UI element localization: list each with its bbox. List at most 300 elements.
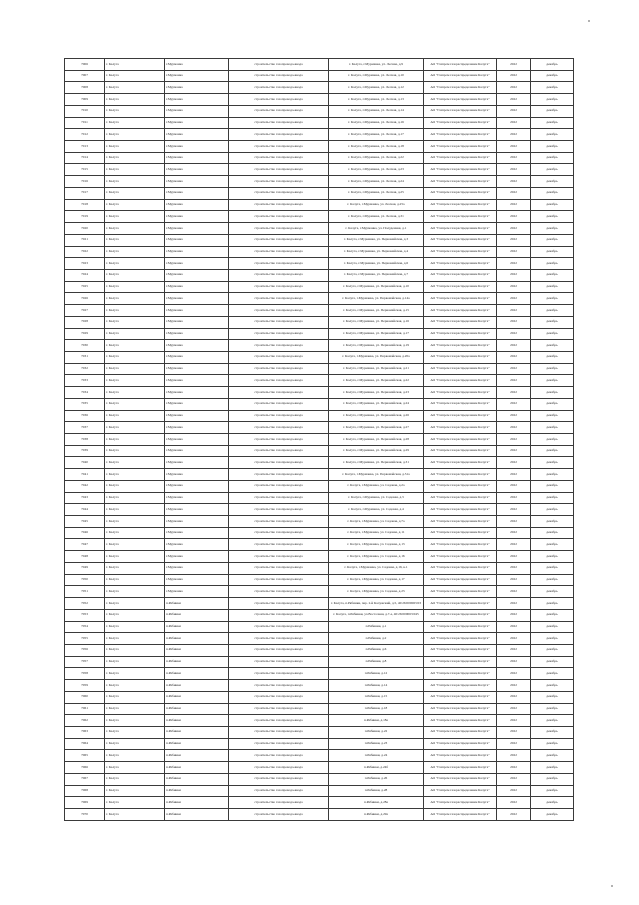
settlement-cell: г.Мурманка: [165, 187, 229, 199]
row-number-cell: 7063: [65, 726, 105, 738]
table-row: [65, 621, 574, 633]
organization-cell: АО "Газпром газораспределение Калуга": [424, 586, 497, 598]
address-cell: г. Калуга, г.Мурманка, ул. Садовая, д.23: [329, 586, 424, 598]
address-cell: п.Рябинки, д.14: [329, 680, 424, 692]
address-cell: г. Калуга, г.Мурманка, ул. Первомайская, д.16: [329, 316, 424, 328]
row-number-cell: 7034: [65, 387, 105, 399]
row-number-cell: 7020: [65, 223, 105, 235]
city-cell: г. Калуга: [105, 621, 165, 633]
organization-cell: АО "Газпром газораспределение Калуга": [424, 422, 497, 434]
work-type-cell: строительство газопровода-ввода: [229, 316, 329, 328]
month-cell: декабрь: [531, 258, 574, 270]
row-number-cell: 7067: [65, 773, 105, 785]
month-cell: декабрь: [531, 223, 574, 235]
address-cell: г. Калуга, г.Мурманка, ул. Лесная, д.17: [329, 129, 424, 141]
city-cell: г. Калуга: [105, 691, 165, 703]
month-cell: декабрь: [531, 726, 574, 738]
address-cell: п.Рябинки, д.28: [329, 785, 424, 797]
address-cell: г. Калуга, г.Мурманка, ул. Лесная, д.13: [329, 94, 424, 106]
city-cell: г. Калуга: [105, 668, 165, 680]
year-cell: 2022: [497, 609, 531, 621]
gas-connection-table: [64, 58, 574, 821]
settlement-cell: г.Мурманка: [165, 258, 229, 270]
organization-cell: АО "Газпром газораспределение Калуга": [424, 117, 497, 129]
year-cell: 2022: [497, 176, 531, 188]
work-type-cell: строительство газопровода-ввода: [229, 269, 329, 281]
year-cell: 2022: [497, 668, 531, 680]
settlement-cell: г.Мурманка: [165, 199, 229, 211]
settlement-cell: п.Рябинки: [165, 680, 229, 692]
address-cell: г. Калуга, г.Мурманка, ул. Садовая, д.13: [329, 539, 424, 551]
work-type-cell: строительство газопровода-ввода: [229, 691, 329, 703]
month-cell: декабрь: [531, 586, 574, 598]
month-cell: декабрь: [531, 164, 574, 176]
city-cell: г. Калуга: [105, 187, 165, 199]
month-cell: декабрь: [531, 211, 574, 223]
address-cell: п.Рябинки, д.18: [329, 703, 424, 715]
year-cell: 2022: [497, 785, 531, 797]
row-number-cell: 7047: [65, 539, 105, 551]
work-type-cell: строительство газопровода-ввода: [229, 504, 329, 516]
year-cell: 2022: [497, 633, 531, 645]
year-cell: 2022: [497, 152, 531, 164]
settlement-cell: п.Рябинки: [165, 656, 229, 668]
organization-cell: АО "Газпром газораспределение Калуга": [424, 480, 497, 492]
organization-cell: АО "Газпром газораспределение Калуга": [424, 129, 497, 141]
row-number-cell: 7030: [65, 340, 105, 352]
city-cell: г. Калуга: [105, 480, 165, 492]
work-type-cell: строительство газопровода-ввода: [229, 281, 329, 293]
table-row: [65, 633, 574, 645]
month-cell: декабрь: [531, 410, 574, 422]
year-cell: 2022: [497, 316, 531, 328]
row-number-cell: 7009: [65, 94, 105, 106]
row-number-cell: 7059: [65, 680, 105, 692]
row-number-cell: 7044: [65, 504, 105, 516]
address-cell: г. Калуга, г.Мурманка, ул. Первомайская, д.3: [329, 234, 424, 246]
month-cell: декабрь: [531, 281, 574, 293]
address-cell: г. Калуга, г.Мурманка, ул. Первомайская, д.21: [329, 363, 424, 375]
address-cell: п.Рябинки, д.18а: [329, 715, 424, 727]
city-cell: г. Калуга: [105, 527, 165, 539]
work-type-cell: строительство газопровода-ввода: [229, 738, 329, 750]
month-cell: декабрь: [531, 234, 574, 246]
work-type-cell: строительство газопровода-ввода: [229, 94, 329, 106]
year-cell: 2022: [497, 117, 531, 129]
organization-cell: АО "Газпром газораспределение Калуга": [424, 398, 497, 410]
address-cell: г. Калуга, г.Мурманка, ул. Садовая, д.16, к.1: [329, 562, 424, 574]
row-number-cell: 7012: [65, 129, 105, 141]
city-cell: г. Калуга: [105, 750, 165, 762]
month-cell: декабрь: [531, 809, 574, 821]
work-type-cell: строительство газопровода-ввода: [229, 422, 329, 434]
address-cell: г. Калуга, п.Рябинки, пер. 2-й Калужский, д.5, 40:26:000063:03: [329, 598, 424, 610]
city-cell: г. Калуга: [105, 258, 165, 270]
work-type-cell: строительство газопровода-ввода: [229, 152, 329, 164]
table-row: [65, 258, 574, 270]
table-row: [65, 785, 574, 797]
work-type-cell: строительство газопровода-ввода: [229, 387, 329, 399]
settlement-cell: г.Мурманка: [165, 504, 229, 516]
organization-cell: АО "Газпром газораспределение Калуга": [424, 351, 497, 363]
work-type-cell: строительство газопровода-ввода: [229, 574, 329, 586]
organization-cell: АО "Газпром газораспределение Калуга": [424, 387, 497, 399]
organization-cell: АО "Газпром газораспределение Калуга": [424, 82, 497, 94]
row-number-cell: 7057: [65, 656, 105, 668]
work-type-cell: строительство газопровода-ввода: [229, 551, 329, 563]
work-type-cell: строительство газопровода-ввода: [229, 445, 329, 457]
address-cell: п.Рябинки, д.28а: [329, 797, 424, 809]
table-row: [65, 281, 574, 293]
month-cell: декабрь: [531, 750, 574, 762]
city-cell: г. Калуга: [105, 398, 165, 410]
year-cell: 2022: [497, 246, 531, 258]
row-number-cell: 7056: [65, 644, 105, 656]
address-cell: г. Калуга, г.Мурманка, ул. Первомайская, д.22: [329, 375, 424, 387]
table-row: [65, 328, 574, 340]
row-number-cell: 7060: [65, 691, 105, 703]
city-cell: г. Калуга: [105, 574, 165, 586]
settlement-cell: п.Рябинки: [165, 633, 229, 645]
city-cell: г. Калуга: [105, 562, 165, 574]
year-cell: 2022: [497, 738, 531, 750]
month-cell: декабрь: [531, 434, 574, 446]
address-cell: г. Калуга, г.Мурманка, ул. Садовая, д.16: [329, 551, 424, 563]
settlement-cell: г.Мурманка: [165, 363, 229, 375]
address-cell: г. Калуга, г.Мурманка, ул. Лесная, д.10: [329, 70, 424, 82]
row-number-cell: 7053: [65, 609, 105, 621]
organization-cell: АО "Газпром газораспределение Калуга": [424, 656, 497, 668]
month-cell: декабрь: [531, 644, 574, 656]
settlement-cell: г.Мурманка: [165, 305, 229, 317]
scan-speck: [611, 885, 613, 887]
city-cell: г. Калуга: [105, 269, 165, 281]
organization-cell: АО "Газпром газораспределение Калуга": [424, 680, 497, 692]
month-cell: декабрь: [531, 598, 574, 610]
address-cell: г. Калуга, г.Мурманка, ул. Садовая, д.4: [329, 504, 424, 516]
settlement-cell: г.Мурманка: [165, 82, 229, 94]
work-type-cell: строительство газопровода-ввода: [229, 621, 329, 633]
year-cell: 2022: [497, 726, 531, 738]
city-cell: г. Калуга: [105, 656, 165, 668]
year-cell: 2022: [497, 516, 531, 528]
address-cell: п.Рябинки, д.6: [329, 644, 424, 656]
city-cell: г. Калуга: [105, 598, 165, 610]
row-number-cell: 7023: [65, 258, 105, 270]
city-cell: г. Калуга: [105, 176, 165, 188]
city-cell: г. Калуга: [105, 457, 165, 469]
settlement-cell: г.Мурманка: [165, 94, 229, 106]
month-cell: декабрь: [531, 633, 574, 645]
work-type-cell: строительство газопровода-ввода: [229, 211, 329, 223]
work-type-cell: строительство газопровода-ввода: [229, 773, 329, 785]
city-cell: г. Калуга: [105, 164, 165, 176]
work-type-cell: строительство газопровода-ввода: [229, 105, 329, 117]
settlement-cell: г.Мурманка: [165, 375, 229, 387]
month-cell: декабрь: [531, 797, 574, 809]
address-cell: г. Калуга, г.Мурманка, ул. Первомайская, д.4: [329, 246, 424, 258]
work-type-cell: строительство газопровода-ввода: [229, 562, 329, 574]
work-type-cell: строительство газопровода-ввода: [229, 809, 329, 821]
work-type-cell: строительство газопровода-ввода: [229, 70, 329, 82]
row-number-cell: 7046: [65, 527, 105, 539]
year-cell: 2022: [497, 340, 531, 352]
row-number-cell: 7036: [65, 410, 105, 422]
month-cell: декабрь: [531, 621, 574, 633]
year-cell: 2022: [497, 457, 531, 469]
year-cell: 2022: [497, 187, 531, 199]
settlement-cell: г.Мурманка: [165, 551, 229, 563]
settlement-cell: г.Мурманка: [165, 410, 229, 422]
row-number-cell: 7019: [65, 211, 105, 223]
address-cell: п.Рябинки, д.24: [329, 750, 424, 762]
address-cell: п.Рябинки, д.12: [329, 668, 424, 680]
row-number-cell: 7008: [65, 82, 105, 94]
city-cell: г. Калуга: [105, 234, 165, 246]
address-cell: г. Калуга, г.Мурманка, ул. Лесная, д.25а: [329, 199, 424, 211]
address-cell: г. Калуга, г.Мурманка, ул. Лесная, д.31: [329, 211, 424, 223]
row-number-cell: 7050: [65, 574, 105, 586]
year-cell: 2022: [497, 703, 531, 715]
row-number-cell: 7006: [65, 59, 105, 71]
table-row: [65, 211, 574, 223]
month-cell: декабрь: [531, 492, 574, 504]
settlement-cell: г.Мурманка: [165, 152, 229, 164]
year-cell: 2022: [497, 375, 531, 387]
settlement-cell: г.Мурманка: [165, 164, 229, 176]
month-cell: декабрь: [531, 574, 574, 586]
month-cell: декабрь: [531, 445, 574, 457]
address-cell: г. Калуга, г.Мурманка, ул. Первомайская, д.28: [329, 434, 424, 446]
year-cell: 2022: [497, 691, 531, 703]
settlement-cell: г.Мурманка: [165, 105, 229, 117]
organization-cell: АО "Газпром газораспределение Калуга": [424, 726, 497, 738]
year-cell: 2022: [497, 492, 531, 504]
year-cell: 2022: [497, 539, 531, 551]
month-cell: декабрь: [531, 457, 574, 469]
work-type-cell: строительство газопровода-ввода: [229, 644, 329, 656]
table-row: [65, 680, 574, 692]
table-row: [65, 269, 574, 281]
year-cell: 2022: [497, 621, 531, 633]
settlement-cell: г.Мурманка: [165, 457, 229, 469]
month-cell: декабрь: [531, 340, 574, 352]
table-row: [65, 363, 574, 375]
table-row: [65, 375, 574, 387]
address-cell: г. Калуга, г.Мурманка, ул. Садовая, д.2а: [329, 480, 424, 492]
city-cell: г. Калуга: [105, 305, 165, 317]
table-row: [65, 141, 574, 153]
settlement-cell: п.Рябинки: [165, 785, 229, 797]
year-cell: 2022: [497, 750, 531, 762]
row-number-cell: 7033: [65, 375, 105, 387]
table-row: [65, 223, 574, 235]
month-cell: декабрь: [531, 422, 574, 434]
organization-cell: АО "Газпром газораспределение Калуга": [424, 105, 497, 117]
month-cell: декабрь: [531, 82, 574, 94]
settlement-cell: г.Мурманка: [165, 59, 229, 71]
settlement-cell: г.Мурманка: [165, 445, 229, 457]
settlement-cell: п.Рябинки: [165, 726, 229, 738]
year-cell: 2022: [497, 59, 531, 71]
settlement-cell: г.Мурманка: [165, 398, 229, 410]
settlement-cell: г.Мурманка: [165, 176, 229, 188]
settlement-cell: г.Мурманка: [165, 269, 229, 281]
table-row: [65, 351, 574, 363]
row-number-cell: 7018: [65, 199, 105, 211]
table-row: [65, 656, 574, 668]
year-cell: 2022: [497, 504, 531, 516]
table-row: [65, 152, 574, 164]
year-cell: 2022: [497, 762, 531, 774]
table-row: [65, 422, 574, 434]
city-cell: г. Калуга: [105, 434, 165, 446]
month-cell: декабрь: [531, 141, 574, 153]
row-number-cell: 7026: [65, 293, 105, 305]
organization-cell: АО "Газпром газораспределение Калуга": [424, 94, 497, 106]
year-cell: 2022: [497, 586, 531, 598]
table-row: [65, 316, 574, 328]
row-number-cell: 7055: [65, 633, 105, 645]
city-cell: г. Калуга: [105, 199, 165, 211]
work-type-cell: строительство газопровода-ввода: [229, 492, 329, 504]
settlement-cell: г.Мурманка: [165, 70, 229, 82]
organization-cell: АО "Газпром газораспределение Калуга": [424, 797, 497, 809]
table-row: [65, 117, 574, 129]
work-type-cell: строительство газопровода-ввода: [229, 516, 329, 528]
work-type-cell: строительство газопровода-ввода: [229, 539, 329, 551]
city-cell: г. Калуга: [105, 586, 165, 598]
address-cell: г. Калуга, г.Мурманка, ул. Лесная, д.12: [329, 82, 424, 94]
organization-cell: АО "Газпром газораспределение Калуга": [424, 258, 497, 270]
table-row: [65, 738, 574, 750]
table-row: [65, 703, 574, 715]
year-cell: 2022: [497, 656, 531, 668]
row-number-cell: 7025: [65, 281, 105, 293]
work-type-cell: строительство газопровода-ввода: [229, 258, 329, 270]
row-number-cell: 7041: [65, 469, 105, 481]
address-cell: г. Калуга, г.Мурманка, ул. Лесная, д.24: [329, 176, 424, 188]
settlement-cell: г.Мурманка: [165, 516, 229, 528]
settlement-cell: г.Мурманка: [165, 328, 229, 340]
organization-cell: АО "Газпром газораспределение Калуга": [424, 633, 497, 645]
work-type-cell: строительство газопровода-ввода: [229, 340, 329, 352]
work-type-cell: строительство газопровода-ввода: [229, 246, 329, 258]
table-row: [65, 715, 574, 727]
month-cell: декабрь: [531, 70, 574, 82]
work-type-cell: строительство газопровода-ввода: [229, 668, 329, 680]
work-type-cell: строительство газопровода-ввода: [229, 797, 329, 809]
city-cell: г. Калуга: [105, 445, 165, 457]
settlement-cell: г.Мурманка: [165, 562, 229, 574]
year-cell: 2022: [497, 223, 531, 235]
month-cell: декабрь: [531, 738, 574, 750]
row-number-cell: 7013: [65, 141, 105, 153]
work-type-cell: строительство газопровода-ввода: [229, 176, 329, 188]
city-cell: г. Калуга: [105, 516, 165, 528]
city-cell: г. Калуга: [105, 738, 165, 750]
row-number-cell: 7065: [65, 750, 105, 762]
year-cell: 2022: [497, 105, 531, 117]
table-row: [65, 70, 574, 82]
table-row: [65, 164, 574, 176]
month-cell: декабрь: [531, 668, 574, 680]
row-number-cell: 7035: [65, 398, 105, 410]
row-number-cell: 7016: [65, 176, 105, 188]
table-row: [65, 574, 574, 586]
address-cell: г. Калуга, г.Мурманка, ул. Первомайская, д.6: [329, 258, 424, 270]
work-type-cell: строительство газопровода-ввода: [229, 305, 329, 317]
settlement-cell: г.Мурманка: [165, 527, 229, 539]
year-cell: 2022: [497, 199, 531, 211]
row-number-cell: 7040: [65, 457, 105, 469]
city-cell: г. Калуга: [105, 152, 165, 164]
row-number-cell: 7061: [65, 703, 105, 715]
work-type-cell: строительство газопровода-ввода: [229, 762, 329, 774]
year-cell: 2022: [497, 551, 531, 563]
table-row: [65, 797, 574, 809]
organization-cell: АО "Газпром газораспределение Калуга": [424, 176, 497, 188]
settlement-cell: г.Мурманка: [165, 246, 229, 258]
table-row: [65, 809, 574, 821]
organization-cell: АО "Газпром газораспределение Калуга": [424, 199, 497, 211]
city-cell: г. Калуга: [105, 281, 165, 293]
organization-cell: АО "Газпром газораспределение Калуга": [424, 281, 497, 293]
organization-cell: АО "Газпром газораспределение Калуга": [424, 527, 497, 539]
work-type-cell: строительство газопровода-ввода: [229, 726, 329, 738]
address-cell: г. Калуга, г.Мурманка, ул. Садовая, д.17: [329, 574, 424, 586]
row-number-cell: 7029: [65, 328, 105, 340]
address-cell: п.Рябинки, д.8: [329, 656, 424, 668]
month-cell: декабрь: [531, 504, 574, 516]
city-cell: г. Калуга: [105, 644, 165, 656]
row-number-cell: 7010: [65, 105, 105, 117]
year-cell: 2022: [497, 363, 531, 375]
month-cell: декабрь: [531, 773, 574, 785]
organization-cell: АО "Газпром газораспределение Калуга": [424, 750, 497, 762]
table-row: [65, 445, 574, 457]
organization-cell: АО "Газпром газораспределение Калуга": [424, 598, 497, 610]
table-row: [65, 129, 574, 141]
row-number-cell: 7027: [65, 305, 105, 317]
month-cell: декабрь: [531, 469, 574, 481]
table-row: [65, 539, 574, 551]
settlement-cell: п.Рябинки: [165, 644, 229, 656]
table-row: [65, 340, 574, 352]
settlement-cell: п.Рябинки: [165, 715, 229, 727]
address-cell: г. Калуга, г.Мурманка, ул. Первомайская, д.24: [329, 398, 424, 410]
work-type-cell: строительство газопровода-ввода: [229, 598, 329, 610]
settlement-cell: г.Мурманка: [165, 351, 229, 363]
address-cell: г. Калуга, г.Мурманка, ул. Лесная, д.16: [329, 117, 424, 129]
settlement-cell: г.Мурманка: [165, 434, 229, 446]
month-cell: декабрь: [531, 105, 574, 117]
table-row: [65, 305, 574, 317]
organization-cell: АО "Газпром газораспределение Калуга": [424, 574, 497, 586]
month-cell: декабрь: [531, 328, 574, 340]
settlement-cell: г.Мурманка: [165, 492, 229, 504]
city-cell: г. Калуга: [105, 539, 165, 551]
month-cell: декабрь: [531, 152, 574, 164]
year-cell: 2022: [497, 562, 531, 574]
row-number-cell: 7062: [65, 715, 105, 727]
table-row: [65, 187, 574, 199]
table-row: [65, 246, 574, 258]
address-cell: г. Калуга, г.Мурманка, ул. Первомайская, д.29: [329, 445, 424, 457]
year-cell: 2022: [497, 644, 531, 656]
city-cell: г. Калуга: [105, 82, 165, 94]
city-cell: г. Калуга: [105, 633, 165, 645]
